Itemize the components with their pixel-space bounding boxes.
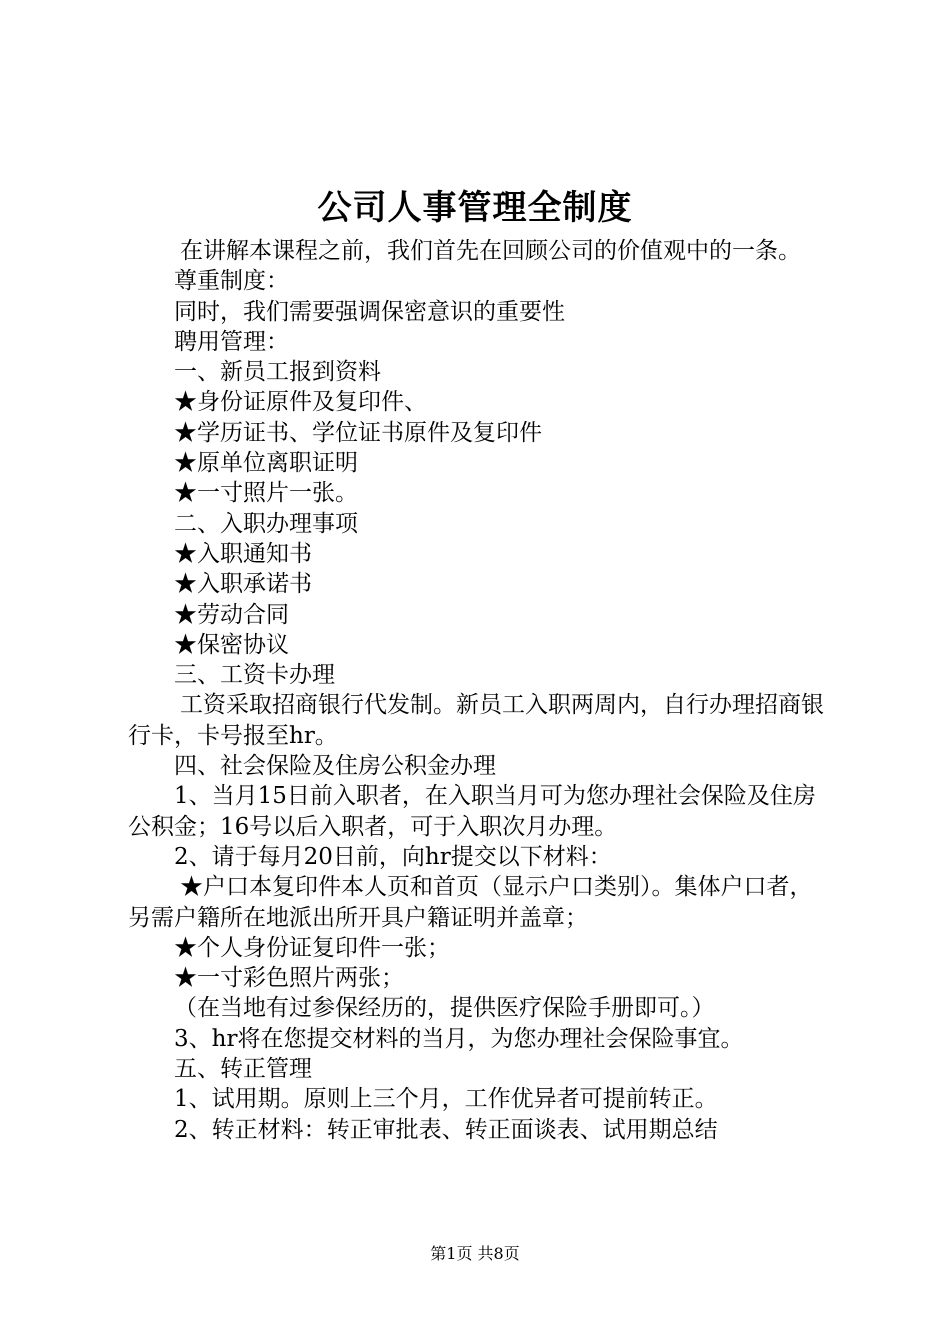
document-body (128, 236, 833, 1145)
list-item: ★一寸彩色照片两张； (174, 965, 404, 992)
section-heading: 五、转正管理 (174, 1056, 312, 1083)
section-heading: 四、社会保险及住房公积金办理 (174, 753, 496, 780)
list-item: ★个人身份证复印件一张； (174, 934, 450, 961)
list-item: ★入职承诺书 (174, 571, 312, 598)
paragraph-intro: 在讲解本课程之前，我们首先在回顾公司的价值观中的一条。 (180, 238, 801, 264)
page-number-footer: 第1页 共8页 (430, 1244, 520, 1263)
list-item: ★入职通知书 (174, 540, 312, 567)
paragraph: 工资采取招商银行代发制。新员工入职两周内，自行办理招商银行卡，卡号报至hr。 (128, 692, 824, 749)
list-item: ★保密协议 (174, 631, 289, 658)
section-heading: 三、工资卡办理 (174, 662, 335, 689)
list-item: ★一寸照片一张。 (174, 480, 358, 507)
list-item: ★户口本复印件本人页和首页（显示户口类别）。集体户口者，另需户籍所在地派出所开具户籍证明并盖章； (128, 874, 813, 931)
section-heading: 聘用管理： (174, 328, 289, 355)
section-heading: 二、入职办理事项 (174, 510, 358, 537)
paragraph: 尊重制度： (174, 268, 289, 295)
paragraph: 2、转正材料：转正审批表、转正面谈表、试用期总结 (174, 1116, 718, 1143)
paragraph: 1、试用期。原则上三个月，工作优异者可提前转正。 (174, 1086, 718, 1113)
paragraph: 3、hr将在您提交材料的当月，为您办理社会保险事宜。 (174, 1025, 744, 1052)
list-item: ★学历证书、学位证书原件及复印件 (174, 419, 542, 446)
paragraph: 1、当月15日前入职者，在入职当月可为您办理社会保险及住房公积金；16号以后入职者，可于入职次月办理。 (128, 783, 816, 840)
section-heading: 一、新员工报到资料 (174, 359, 381, 386)
paragraph: 同时，我们需要强调保密意识的重要性 (174, 298, 565, 325)
paragraph: 2、请于每月20日前，向hr提交以下材料： (174, 843, 612, 870)
list-item: ★身份证原件及复印件、 (174, 389, 427, 416)
list-item: ★劳动合同 (174, 601, 289, 628)
list-item: ★原单位离职证明 (174, 450, 358, 477)
paragraph-note: （在当地有过参保经历的，提供医疗保险手册即可。） (174, 995, 715, 1022)
document-title: 公司人事管理全制度 (317, 188, 633, 228)
